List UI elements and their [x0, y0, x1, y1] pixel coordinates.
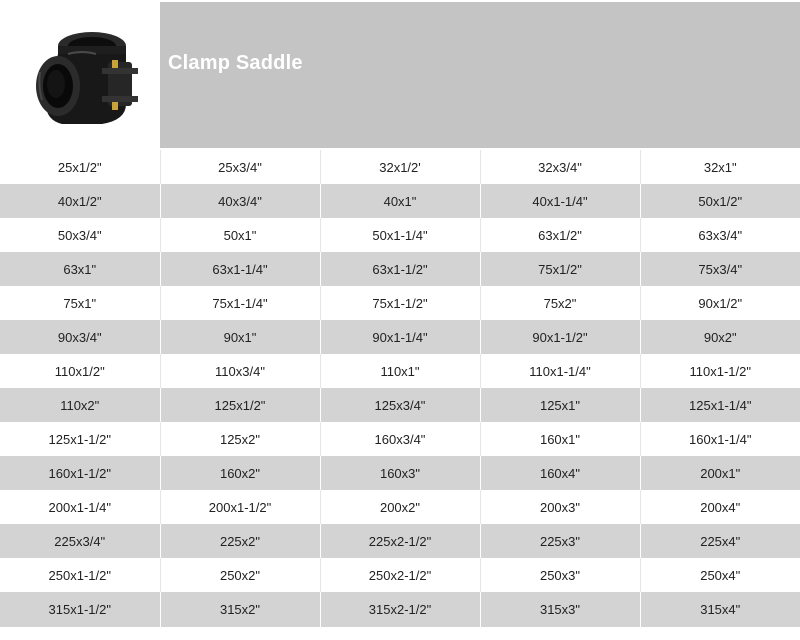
- size-cell: 160x2": [160, 456, 320, 490]
- size-cell: 225x3": [480, 524, 640, 558]
- size-cell: 75x1-1/4": [160, 286, 320, 320]
- table-row: [0, 558, 800, 592]
- size-cell: 32x1": [640, 150, 800, 184]
- size-cell: 250x2": [160, 558, 320, 592]
- table-row: [0, 320, 800, 354]
- size-cell: 160x3": [320, 456, 480, 490]
- size-cell: 50x1": [160, 218, 320, 252]
- size-cell: 110x1-1/4": [480, 354, 640, 388]
- table-row: [0, 388, 800, 422]
- table-row: [0, 422, 800, 456]
- size-cell: 40x1/2": [0, 184, 160, 218]
- size-cell: 63x1-1/2": [320, 252, 480, 286]
- size-cell: 125x2": [160, 422, 320, 456]
- size-cell: 63x1/2": [480, 218, 640, 252]
- size-cell: 225x2-1/2": [320, 524, 480, 558]
- size-cell: 200x1-1/4": [0, 490, 160, 524]
- size-cell: 125x3/4": [320, 388, 480, 422]
- size-cell: 315x1-1/2": [0, 592, 160, 627]
- clamp-saddle-fitting-icon: [22, 24, 142, 134]
- size-cell: 63x1": [0, 252, 160, 286]
- table-row: [0, 592, 800, 627]
- table-row: [0, 218, 800, 252]
- size-cell: 32x3/4": [480, 150, 640, 184]
- size-cell: 50x1/2": [640, 184, 800, 218]
- table-row: [0, 286, 800, 320]
- size-cell: 110x1/2": [0, 354, 160, 388]
- size-cell: 50x3/4": [0, 218, 160, 252]
- size-cell: 110x3/4": [160, 354, 320, 388]
- table-row: [0, 490, 800, 524]
- table-row: [0, 150, 800, 184]
- size-cell: 90x1": [160, 320, 320, 354]
- size-cell: 32x1/2': [320, 150, 480, 184]
- size-cell: 125x1-1/4": [640, 388, 800, 422]
- size-cell: 40x1": [320, 184, 480, 218]
- size-cell: 250x1-1/2": [0, 558, 160, 592]
- size-cell: 315x3": [480, 592, 640, 627]
- size-cell: 25x3/4": [160, 150, 320, 184]
- size-table-body: [0, 150, 800, 627]
- size-cell: 250x3": [480, 558, 640, 592]
- size-cell: 90x1-1/4": [320, 320, 480, 354]
- size-cell: 160x1-1/4": [640, 422, 800, 456]
- size-cell: 90x3/4": [0, 320, 160, 354]
- size-cell: 110x1": [320, 354, 480, 388]
- size-cell: 125x1/2": [160, 388, 320, 422]
- size-cell: 110x1-1/2": [640, 354, 800, 388]
- table-row: [0, 456, 800, 490]
- size-cell: 225x2": [160, 524, 320, 558]
- size-cell: 200x2": [320, 490, 480, 524]
- size-cell: 315x4": [640, 592, 800, 627]
- header: [0, 0, 800, 148]
- size-table: [0, 150, 800, 627]
- size-cell: 25x1/2": [0, 150, 160, 184]
- size-cell: 125x1": [480, 388, 640, 422]
- size-cell: 160x4": [480, 456, 640, 490]
- table-row: [0, 184, 800, 218]
- size-cell: 125x1-1/2": [0, 422, 160, 456]
- size-cell: 160x1-1/2": [0, 456, 160, 490]
- size-cell: 90x2": [640, 320, 800, 354]
- size-cell: 200x4": [640, 490, 800, 524]
- size-cell: 200x3": [480, 490, 640, 524]
- size-cell: 50x1-1/4": [320, 218, 480, 252]
- size-cell: 225x3/4": [0, 524, 160, 558]
- size-cell: 75x1-1/2": [320, 286, 480, 320]
- size-cell: 225x4": [640, 524, 800, 558]
- page-title: Clamp Saddle: [168, 52, 303, 74]
- size-cell: 200x1": [640, 456, 800, 490]
- size-cell: 63x3/4": [640, 218, 800, 252]
- table-row: [0, 524, 800, 558]
- size-cell: 315x2": [160, 592, 320, 627]
- title-panel: [160, 2, 800, 148]
- size-cell: 160x3/4": [320, 422, 480, 456]
- table-row: [0, 354, 800, 388]
- size-cell: 40x1-1/4": [480, 184, 640, 218]
- size-cell: 315x2-1/2": [320, 592, 480, 627]
- size-cell: 75x1": [0, 286, 160, 320]
- size-cell: 110x2": [0, 388, 160, 422]
- size-cell: 75x1/2": [480, 252, 640, 286]
- size-cell: 63x1-1/4": [160, 252, 320, 286]
- size-cell: 90x1/2": [640, 286, 800, 320]
- size-cell: 75x2": [480, 286, 640, 320]
- size-cell: 250x4": [640, 558, 800, 592]
- size-cell: 75x3/4": [640, 252, 800, 286]
- size-cell: 160x1": [480, 422, 640, 456]
- size-cell: 90x1-1/2": [480, 320, 640, 354]
- size-cell: 250x2-1/2": [320, 558, 480, 592]
- table-row: [0, 252, 800, 286]
- size-cell: 40x3/4": [160, 184, 320, 218]
- size-cell: 200x1-1/2": [160, 490, 320, 524]
